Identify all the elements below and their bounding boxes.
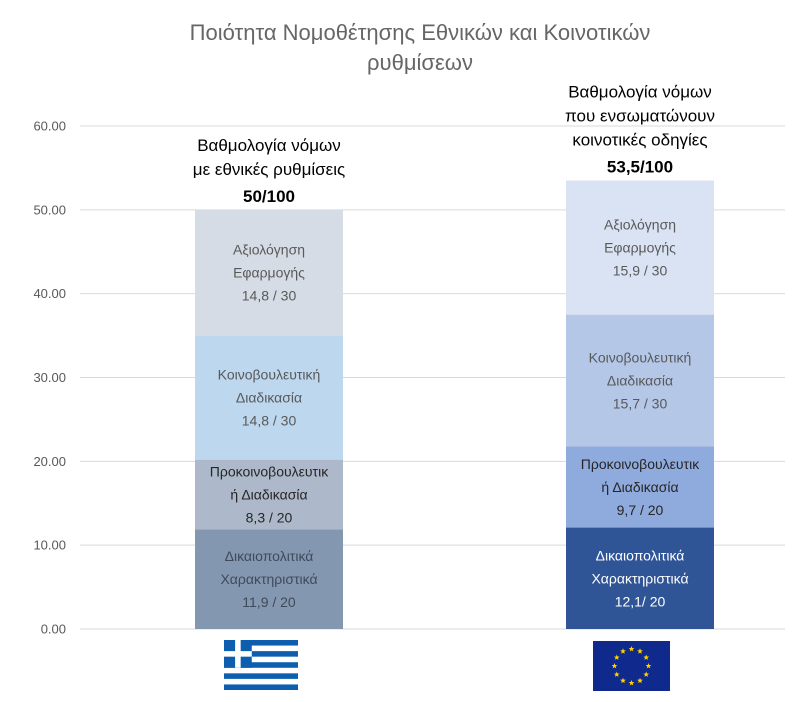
segment-label: Εφαρμογής <box>233 264 305 281</box>
flag-stripe <box>224 673 298 679</box>
eu-flag-icon <box>593 641 670 691</box>
segment-label: Δικαιοπολιτικά <box>224 548 314 565</box>
segment-label: Εφαρμογής <box>604 239 676 256</box>
segment-label: 11,9 / 20 <box>242 594 296 611</box>
y-tick-label: 50.00 <box>33 202 66 218</box>
y-tick-label: 10.00 <box>33 537 66 553</box>
bar-header-label: με εθνικές ρυθμίσεις <box>192 159 346 179</box>
segment-label: Κοινοβουλευτική <box>588 349 692 366</box>
segment-label: 8,3 / 20 <box>245 509 293 526</box>
bar-score-label: 53,5/100 <box>606 157 674 177</box>
segment-label: 15,7 / 30 <box>612 395 668 412</box>
y-tick-label: 60.00 <box>33 118 66 134</box>
y-tick-label: 20.00 <box>33 453 66 469</box>
bar-header-label: Βαθμολογία νόμων <box>197 135 341 155</box>
segment-label: 14,8 / 30 <box>241 412 297 429</box>
segment-label: ή Διαδικασία <box>230 486 308 503</box>
y-tick-label: 0.00 <box>40 621 66 637</box>
bar-header-label: που ενσωματώνουν <box>565 106 715 126</box>
bar-score-label: 50/100 <box>243 186 295 206</box>
segment-label: ή Διαδικασία <box>601 478 679 495</box>
segment-label: Χαρακτηριστικά <box>591 570 689 587</box>
segment-label: Διαδικασία <box>235 389 303 406</box>
segment-label: Αξιολόγηση <box>603 216 677 233</box>
segment-label: 12,1/ 20 <box>614 593 666 610</box>
segment-label: 15,9 / 30 <box>612 262 668 279</box>
chart-title-line-2: ρυθμίσεων <box>367 50 473 75</box>
segment-label: Αξιολόγηση <box>232 241 306 258</box>
segment-label: Προκοινοβουλευτικ <box>580 455 700 472</box>
segment-label: Κοινοβουλευτική <box>217 366 321 383</box>
greek-flag-icon <box>224 640 298 690</box>
flag-stripe <box>224 684 298 690</box>
segment-label: Δικαιοπολιτικά <box>595 547 685 564</box>
flag-cross-vertical <box>235 640 241 668</box>
y-tick-label: 30.00 <box>33 370 66 385</box>
segment-label: 9,7 / 20 <box>616 501 664 518</box>
segment-label: Διαδικασία <box>606 372 674 389</box>
bar-header-label: κοινοτικές οδηγίες <box>572 130 708 150</box>
chart-title-line-1: Ποιότητα Νομοθέτησης Εθνικών και Κοινοτικών <box>189 20 651 45</box>
bar-header-label: Βαθμολογία νόμων <box>568 82 712 102</box>
segment-label: Προκοινοβουλευτικ <box>209 463 329 480</box>
segment-label: 14,8 / 30 <box>241 287 297 304</box>
segment-label: Χαρακτηριστικά <box>220 571 318 588</box>
y-tick-label: 40.00 <box>33 286 66 302</box>
